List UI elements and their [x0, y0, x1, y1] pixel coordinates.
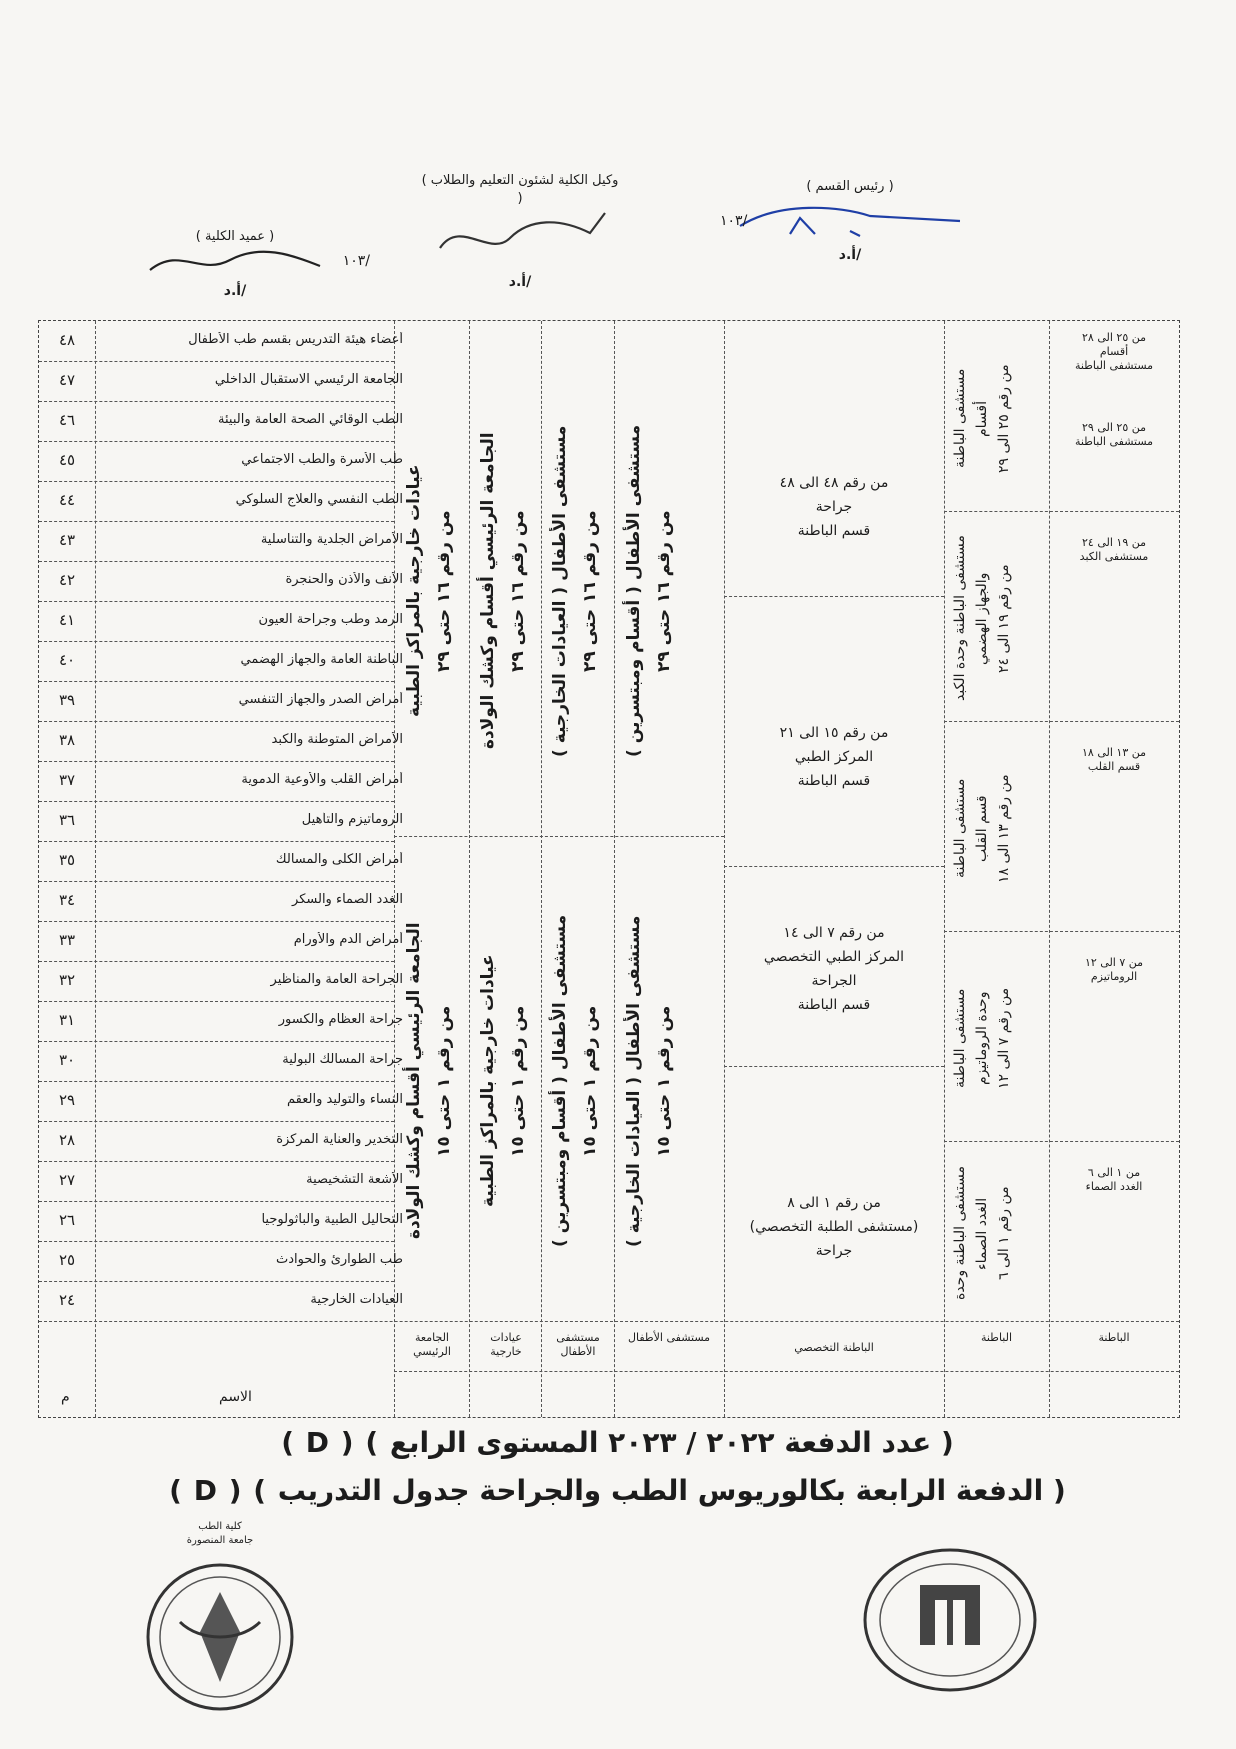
- row-number: ٤٥: [58, 451, 76, 469]
- row-number: ٤٧: [58, 371, 76, 389]
- bottom-cell-5: الباطنة التخصصي: [794, 1341, 874, 1354]
- row-text: الطب الوقائي الصحة العامة والبيئة: [218, 412, 403, 427]
- signature-name: أ.د/: [223, 283, 247, 299]
- signature-title: ( وكيل الكلية لشئون التعليم والطلاب ): [421, 173, 619, 206]
- detail-2: من ٢٥ الى ٢٩ مستشفى الباطنة: [1074, 421, 1154, 448]
- dept-1: مستشفى الباطنة أقسام من رقم ٢٥ الى ٢٩: [952, 364, 1012, 473]
- col4-bottom: مستشفى الأطفال ( العيادات الخارجية ) من رقم ١ حتى ١٥: [624, 915, 674, 1247]
- row-text: الأنف والأذن والحنجرة: [285, 572, 403, 587]
- row-text: التخدير والعناية المركزة: [276, 1132, 403, 1147]
- col2-bottom: عيادات خارجية بالمراكز الطبية من رقم ١ حتى ١٥: [478, 954, 528, 1208]
- row-number: ٢٦: [58, 1211, 76, 1229]
- row-number: ٤٢: [58, 571, 76, 589]
- signature-scribble: [120, 246, 350, 282]
- row-text: طب الأسرة والطب الاجتماعي: [241, 452, 403, 467]
- row-number: ٤٠: [58, 651, 76, 669]
- bottom-cell-3: عيادات خارجية: [490, 1331, 522, 1358]
- row-number: ٣٣: [58, 931, 76, 949]
- col3-top: مستشفى الأطفال ( العيادات الخارجية ) من رقم ١٦ حتى ٢٩: [550, 425, 600, 757]
- row-text: أمراض القلب والأوعية الدموية: [241, 772, 403, 787]
- row-text: أعضاء هيئة التدريس بقسم طب الأطفال: [188, 332, 403, 347]
- bottom-cell-4: الجامعة الرئيسي: [413, 1331, 451, 1358]
- row-number: ٣٤: [58, 891, 76, 909]
- dept-5: مستشفى الباطنة وحدة الغدد الصماء من رقم ١ الى ٦: [952, 1166, 1012, 1301]
- row-text: الغدد الصماء والسكر: [292, 892, 403, 907]
- row-text: الروماتيزم والتأهيل: [301, 812, 403, 827]
- row-text: العيادات الخارجية: [310, 1292, 403, 1307]
- row-number: ٣٦: [58, 811, 76, 829]
- rotation-box-2: من رقم ١٥ الى ٢١ المركز الطبي قسم الباطنة: [779, 725, 889, 789]
- signature-title: ( عميد الكلية ): [195, 229, 275, 244]
- bottom-label-num: م: [61, 1389, 70, 1405]
- row-number: ٣٩: [58, 691, 76, 709]
- row-text: جراحة المسالك البولية: [282, 1052, 403, 1067]
- row-number: ٤٦: [58, 411, 76, 429]
- row-text: طب الطوارئ والحوادث: [276, 1252, 403, 1267]
- university-seal-left: [140, 1520, 300, 1720]
- row-number: ٣٥: [58, 851, 76, 869]
- signature-date: ١٠٣/: [342, 253, 370, 269]
- bottom-label-name: الاسم: [219, 1389, 252, 1405]
- row-text: أمراض الدم والأورام: [293, 932, 403, 947]
- row-number: ٣٨: [58, 731, 76, 749]
- signature-name: أ.د/: [508, 274, 532, 290]
- detail-1: من ٢٥ الى ٢٨ أقسام مستشفى الباطنة: [1074, 331, 1154, 372]
- col1-top: عيادات خارجية بالمراكز الطبية من رقم ١٦ حتى ٢٩: [404, 464, 454, 718]
- col2-top: الجامعة الرئيسي أقسام وكشك الولادة من رقم ١٦ حتى ٢٩: [478, 432, 528, 750]
- signature-title: ( رئيس القسم ): [806, 179, 894, 194]
- bottom-cell-7: الباطنة: [1098, 1331, 1130, 1344]
- row-number: ٢٥: [58, 1251, 76, 1269]
- row-number: ٣١: [58, 1011, 76, 1029]
- dept-2: مستشفى الباطنة وحدة الكبد والجهاز الهضمي من رقم ١٩ الى ٢٤: [952, 535, 1012, 702]
- row-text: النساء والتوليد والعقم: [287, 1092, 403, 1107]
- bottom-cell-1: مستشفى الأطفال: [627, 1331, 711, 1344]
- row-number: ٢٧: [58, 1171, 76, 1189]
- signature-date: ١٠٣/: [720, 213, 748, 229]
- row-number: ٤١: [58, 611, 76, 629]
- signature-scribble: [720, 196, 980, 246]
- row-text: الأمراض الجلدية والتناسلية: [260, 532, 403, 547]
- dept-4: مستشفى الباطنة وحدة الروماتيزم من رقم ٧ الى ١٢: [952, 987, 1012, 1090]
- col3-bottom: مستشفى الأطفال ( أقسام ومبتسرين ) من رقم ١ حتى ١٥: [550, 914, 600, 1248]
- footer-line-1: ( D ) ( عدد الدفعة ٢٠٢٢ / ٢٠٢٣ المستوى الرابع ): [281, 1426, 955, 1459]
- row-number: ٢٨: [58, 1131, 76, 1149]
- rotation-box-1: من رقم ٤٨ الى ٤٨ جراحة قسم الباطنة: [779, 475, 889, 539]
- row-number: ٣٧: [58, 771, 76, 789]
- detail-4: من ١٣ الى ١٨ قسم القلب: [1082, 746, 1146, 773]
- bottom-cell-6: الباطنة: [980, 1331, 1013, 1344]
- footer-line-2: ( D ) ( الدفعة الرابعة بكالوريوس الطب والجراحة جدول التدريب ): [169, 1474, 1067, 1507]
- dept-3: مستشفى الباطنة قسم القلب من رقم ١٣ الى ١٨: [952, 774, 1012, 883]
- seal-emblem-icon: [140, 1552, 300, 1722]
- row-text: الأشعة التشخيصية: [306, 1172, 403, 1187]
- faculty-seal-right: [860, 1540, 1040, 1700]
- row-text: التحاليل الطبية والباثولوجيا: [261, 1212, 403, 1227]
- row-number: ٤٣: [58, 531, 76, 549]
- row-number: ٣٢: [58, 971, 76, 989]
- detail-3: من ١٩ الى ٢٤ مستشفى الكبد: [1079, 536, 1149, 563]
- schedule-table: [38, 320, 1180, 1418]
- signature-dean: [120, 228, 370, 300]
- row-text: جراحة العظام والكسور: [278, 1012, 403, 1027]
- signature-scribble: [420, 208, 620, 268]
- row-text: أمراض الكلى والمسالك: [275, 852, 403, 867]
- seal-emblem-icon: [860, 1540, 1040, 1700]
- row-text: الباطنة العامة والجهاز الهضمي: [240, 652, 403, 667]
- row-text: الجامعة الرئيسي الاستقبال الداخلي: [214, 372, 403, 387]
- row-text: أمراض الصدر والجهاز التنفسي: [238, 692, 403, 707]
- row-text: الطب النفسي والعلاج السلوكي: [235, 492, 403, 507]
- row-text: الأمراض المتوطنة والكبد: [271, 732, 403, 747]
- col1-bottom: الجامعة الرئيسي أقسام وكشك الولادة من رقم ١ حتى ١٥: [404, 922, 454, 1240]
- row-number: ٢٤: [58, 1291, 76, 1309]
- detail-6: من ١ الى ٦ الغدد الصماء: [1085, 1166, 1143, 1193]
- bottom-cell-2: مستشفى الأطفال: [556, 1331, 600, 1358]
- row-text: الرمد وطب وجراحة العيون: [258, 612, 403, 627]
- row-number: ٤٨: [58, 331, 76, 349]
- stamp-text: كلية الطب جامعة المنصورة: [186, 1521, 254, 1546]
- row-number: ٤٤: [58, 491, 76, 509]
- signature-name: أ.د/: [838, 247, 862, 263]
- row-number: ٢٩: [58, 1091, 76, 1109]
- rotation-box-4: من رقم ١ الى ٨ (مستشفى الطلبة التخصصي) جراحة: [749, 1195, 919, 1259]
- rotation-box-3: من رقم ٧ الى ١٤ المركز الطبي التخصصي الجراحة قسم الباطنة: [763, 925, 905, 1013]
- detail-5: من ٧ الى ١٢ الروماتيزم: [1084, 956, 1144, 983]
- col4-top: مستشفى الأطفال ( أقسام ومبتسرين ) من رقم ١٦ حتى ٢٩: [624, 424, 674, 758]
- row-number: ٣٠: [58, 1051, 76, 1069]
- signature-vice-dean: [420, 172, 620, 291]
- signature-head: [720, 178, 980, 264]
- row-text: الجراحة العامة والمناظير: [270, 972, 403, 987]
